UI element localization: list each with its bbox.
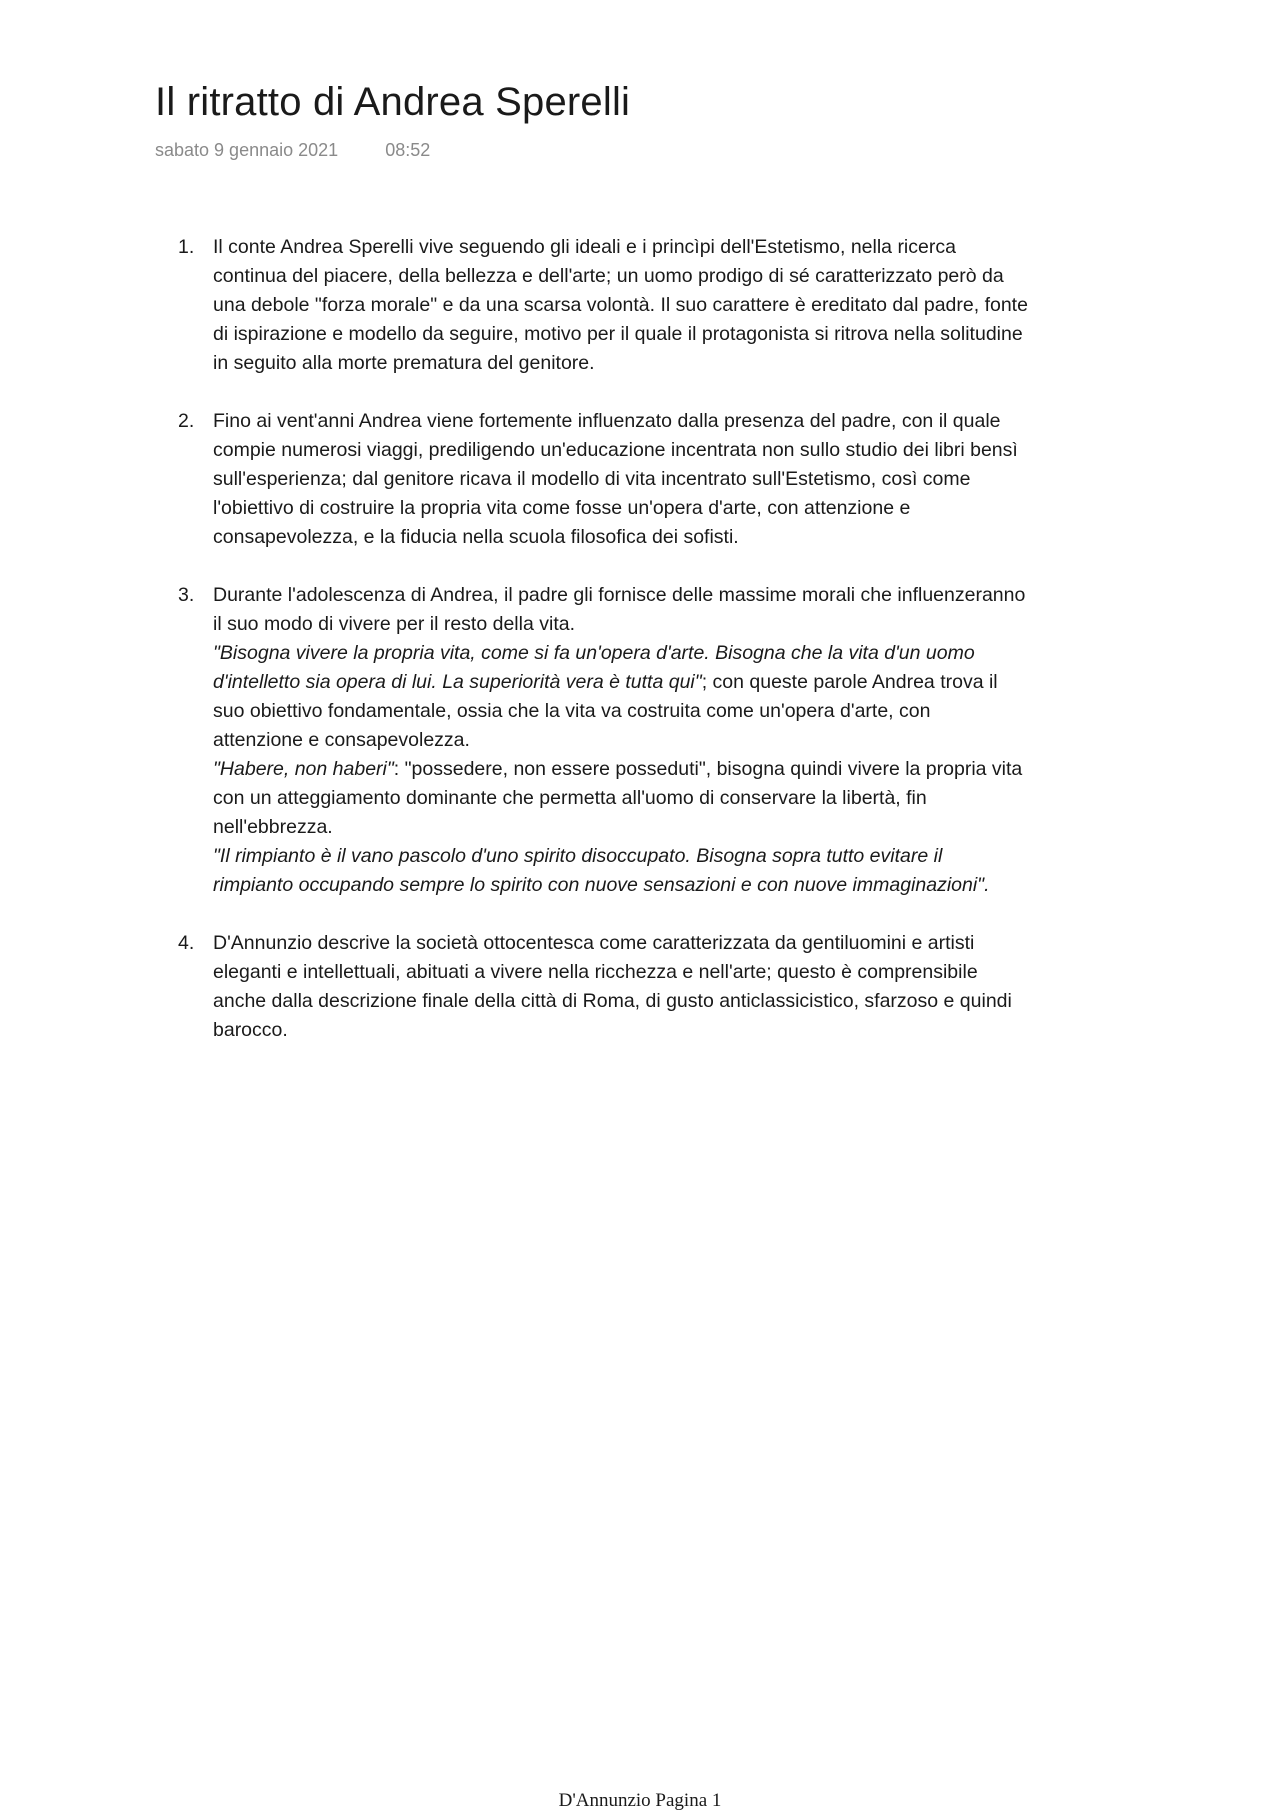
numbered-list: [170, 233, 1130, 1074]
text-line: l'obiettivo di costruire la propria vita come fosse un'opera d'arte, con attenzione e: [213, 497, 911, 519]
mixed-line: [213, 668, 1130, 697]
page-time: 08:52: [385, 140, 431, 160]
text-line: Durante l'adolescenza di Andrea, il padre gli fornisce delle massime morali che influenzeranno: [213, 584, 1026, 606]
list-item-3: [170, 581, 1130, 900]
text-line: nell'ebbrezza.: [213, 816, 333, 838]
text-line: continua del piacere, della bellezza e dell'arte; un uomo prodigo di sé caratterizzato però da: [213, 265, 1004, 287]
text-fragment: ; con queste parole Andrea trova il: [701, 671, 998, 693]
list-number: 4.: [178, 932, 195, 954]
list-number: 1.: [178, 236, 195, 258]
list-item-2: [170, 407, 1130, 552]
text-line: Il conte Andrea Sperelli vive seguendo gli ideali e i princìpi dell'Estetismo, nella ricerca: [213, 236, 956, 258]
text-line: attenzione e consapevolezza.: [213, 729, 470, 751]
quote-line: "Bisogna vivere la propria vita, come si fa un'opera d'arte. Bisogna che la vita d'un uomo: [213, 642, 975, 664]
text-line: il suo modo di vivere per il resto della vita.: [213, 613, 575, 635]
mixed-line: [213, 755, 1130, 784]
text-line: D'Annunzio descrive la società ottocentesca come caratterizzata da gentiluomini e artisti: [213, 932, 975, 954]
text-line: di ispirazione e modello da seguire, motivo per il quale il protagonista si ritrova nella solitudine: [213, 323, 1023, 345]
page-title: Il ritratto di Andrea Sperelli: [155, 80, 631, 124]
quote-text: "Habere, non haberi": [213, 758, 394, 780]
text-line: una debole "forza morale" e da una scarsa volontà. Il suo carattere è ereditato dal padre, fonte: [213, 294, 1028, 316]
text-line: con un atteggiamento dominante che permetta all'uomo di conservare la libertà, fin: [213, 787, 927, 809]
text-line: Fino ai vent'anni Andrea viene fortemente influenzato dalla presenza del padre, con il quale: [213, 410, 1001, 432]
text-line: barocco.: [213, 1019, 288, 1041]
text-line: anche dalla descrizione finale della città di Roma, di gusto anticlassicistico, sfarzoso e quindi: [213, 990, 1012, 1012]
quote-line: rimpianto occupando sempre lo spirito con nuove sensazioni e con nuove immaginazioni".: [213, 874, 990, 896]
page-meta: [155, 140, 430, 161]
page-date: sabato 9 gennaio 2021: [155, 140, 339, 160]
quote-text: d'intelletto sia opera di lui. La superiorità vera è tutta qui": [213, 671, 702, 693]
text-line: sull'esperienza; dal genitore ricava il modello di vita incentrato sull'Estetismo, così come: [213, 468, 971, 490]
quote-line: "Il rimpianto è il vano pascolo d'uno spirito disoccupato. Bisogna sopra tutto evitare il: [213, 845, 943, 867]
text-line: in seguito alla morte prematura del genitore.: [213, 352, 595, 374]
text-line: suo obiettivo fondamentale, ossia che la vita va costruita come un'opera d'arte, con: [213, 700, 931, 722]
text-line: eleganti e intellettuali, abituati a vivere nella ricchezza e nell'arte; questo è comprensibile: [213, 961, 978, 983]
text-line: compie numerosi viaggi, prediligendo un'educazione incentrata non sullo studio dei libri bensì: [213, 439, 1018, 461]
list-number: 3.: [178, 584, 195, 606]
page-footer: D'Annunzio Pagina 1: [558, 1790, 722, 1811]
list-item-4: [170, 929, 1130, 1045]
text-line: consapevolezza, e la fiducia nella scuola filosofica dei sofisti.: [213, 526, 739, 548]
list-item-1: [170, 233, 1130, 378]
text-fragment: : "possedere, non essere posseduti", bisogna quindi vivere la propria vita: [393, 758, 1023, 780]
list-number: 2.: [178, 410, 195, 432]
